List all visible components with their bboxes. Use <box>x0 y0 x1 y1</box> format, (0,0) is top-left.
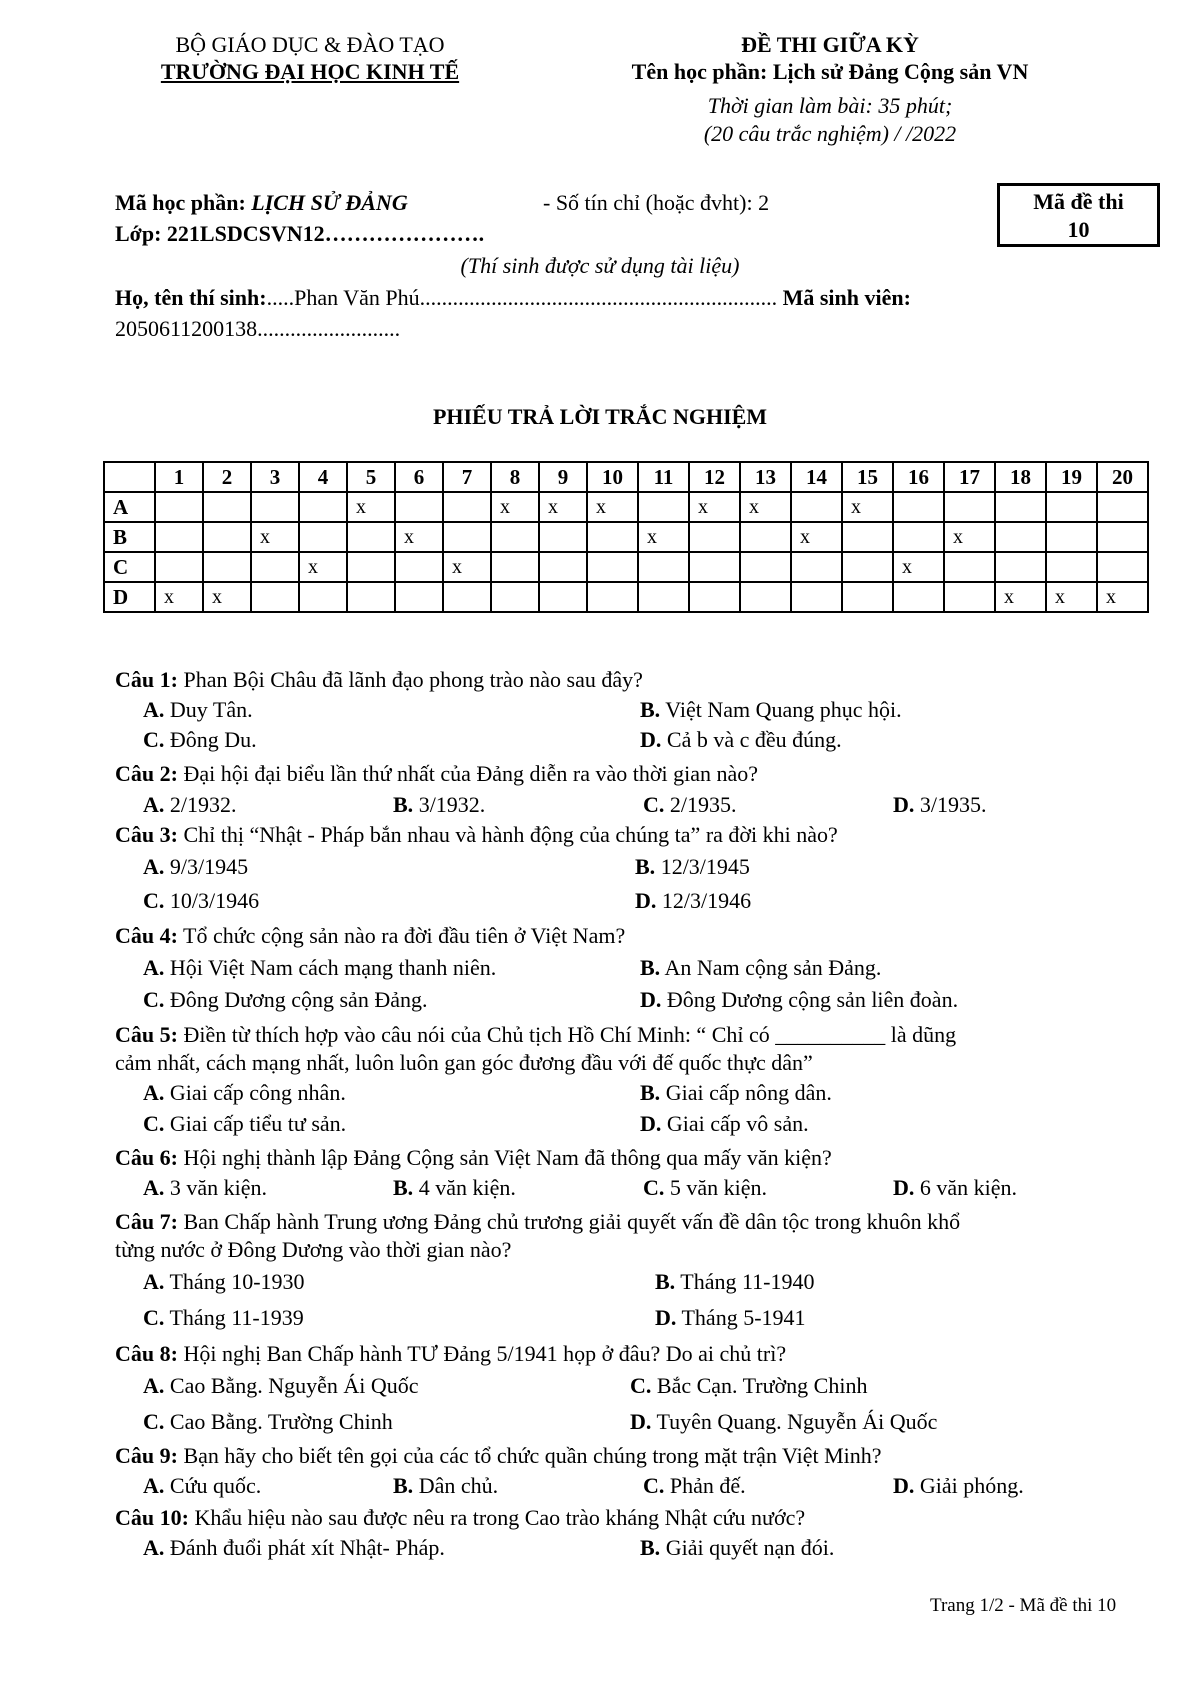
answer-option <box>643 1473 746 1499</box>
grid-column-header: 7 <box>443 462 491 492</box>
answer-option <box>640 697 902 723</box>
question-text: Chỉ thị “Nhật - Pháp bắn nhau và hành động của chúng ta” ra đời khi nào? <box>177 822 838 847</box>
question-9 <box>115 1443 882 1469</box>
grid-row <box>104 522 1148 552</box>
grid-column-header: 2 <box>203 462 251 492</box>
option-letter: A. <box>143 697 165 722</box>
grid-cell <box>539 582 587 612</box>
option-text: Tháng 11-1940 <box>675 1269 815 1294</box>
question-number: Câu 7: <box>115 1209 178 1234</box>
grid-column-header: 1 <box>155 462 203 492</box>
grid-cell <box>689 522 740 552</box>
grid-column-header: 16 <box>893 462 944 492</box>
course-code-line <box>115 189 408 216</box>
answer-option <box>640 727 842 753</box>
grid-cell: x <box>689 492 740 522</box>
option-letter: D. <box>640 727 662 752</box>
grid-cell <box>740 582 791 612</box>
option-text: Việt Nam Quang phục hội. <box>660 697 902 722</box>
answer-sheet-title: PHIẾU TRẢ LỜI TRẮC NGHIỆM <box>432 404 768 429</box>
question-6 <box>115 1145 832 1171</box>
option-letter: B. <box>640 697 661 722</box>
question-number: Câu 5: <box>115 1022 178 1047</box>
grid-cell: x <box>395 522 443 552</box>
option-text: Đánh đuổi phát xít Nhật- Pháp. <box>164 1535 445 1560</box>
student-name-label: Họ, tên thí sinh: <box>115 285 267 310</box>
option-text: 6 văn kiện. <box>914 1175 1018 1200</box>
grid-cell <box>740 552 791 582</box>
question-text-continued: từng nước ở Đông Dương vào thời gian nào? <box>115 1237 512 1262</box>
answer-option <box>393 1175 516 1201</box>
grid-row <box>104 582 1148 612</box>
answer-option <box>143 1409 393 1435</box>
option-letter: C. <box>643 1473 665 1498</box>
option-letter: D. <box>893 792 915 817</box>
grid-cell <box>689 582 740 612</box>
option-text: Hội Việt Nam cách mạng thanh niên. <box>164 955 497 980</box>
answer-option <box>640 1535 834 1561</box>
option-text: Tháng 5-1941 <box>676 1305 806 1330</box>
grid-cell <box>842 522 893 552</box>
grid-column-header: 5 <box>347 462 395 492</box>
answer-option <box>630 1373 867 1399</box>
answer-option <box>393 792 485 818</box>
question-5 <box>115 1022 956 1048</box>
option-letter: C. <box>643 792 665 817</box>
grid-cell: x <box>1046 582 1097 612</box>
grid-cell <box>299 522 347 552</box>
answer-option <box>655 1305 806 1331</box>
grid-column-header: 3 <box>251 462 299 492</box>
option-text: An Nam cộng sản Đảng. <box>660 955 882 980</box>
time-limit: Thời gian làm bài: 35 phút; <box>707 93 953 118</box>
answer-option <box>635 888 751 914</box>
grid-cell <box>995 492 1046 522</box>
grid-cell: x <box>740 492 791 522</box>
grid-column-header: 17 <box>944 462 995 492</box>
answer-option <box>143 1111 346 1137</box>
grid-cell <box>638 492 689 522</box>
option-letter: D. <box>630 1409 652 1434</box>
option-letter: A. <box>143 1080 165 1105</box>
credits: - Số tín chỉ (hoặc đvht): 2 <box>543 190 770 215</box>
grid-column-header: 14 <box>791 462 842 492</box>
grid-cell <box>491 582 539 612</box>
grid-cell <box>689 552 740 582</box>
option-text: Giai cấp tiểu tư sản. <box>164 1111 347 1136</box>
option-text: 3/1935. <box>914 792 987 817</box>
question-count: (20 câu trắc nghiệm) / /2022 <box>703 121 957 146</box>
grid-column-header: 6 <box>395 462 443 492</box>
grid-cell <box>893 492 944 522</box>
option-letter: A. <box>143 1473 165 1498</box>
answer-option <box>143 1080 346 1106</box>
grid-cell: x <box>347 492 395 522</box>
answer-option <box>640 1080 832 1106</box>
answer-option <box>893 1175 1017 1201</box>
answer-option <box>143 1269 305 1295</box>
answer-option <box>655 1269 815 1295</box>
question-text: Bạn hãy cho biết tên gọi của các tổ chức quần chúng trong mặt trận Việt Minh? <box>177 1443 882 1468</box>
grid-row-label: C <box>104 552 155 582</box>
option-letter: C. <box>143 1409 165 1434</box>
option-text: Giải phóng. <box>914 1473 1024 1498</box>
answer-grid <box>103 461 1149 613</box>
question-number: Câu 9: <box>115 1443 178 1468</box>
grid-cell: x <box>491 492 539 522</box>
option-text: Cả b và c đều đúng. <box>661 727 842 752</box>
grid-cell <box>842 552 893 582</box>
answer-option <box>143 1473 261 1499</box>
grid-row <box>104 552 1148 582</box>
grid-row <box>104 492 1148 522</box>
grid-row-label: A <box>104 492 155 522</box>
option-text: Duy Tân. <box>164 697 253 722</box>
grid-cell <box>203 492 251 522</box>
answer-option <box>143 792 237 818</box>
grid-cell <box>347 522 395 552</box>
option-text: Bắc Cạn. Trường Chinh <box>651 1373 868 1398</box>
grid-cell <box>791 492 842 522</box>
page-footer: Trang 1/2 - Mã đề thi 10 <box>930 1595 1117 1616</box>
grid-cell <box>539 552 587 582</box>
question-3 <box>115 822 838 848</box>
grid-column-header: 20 <box>1097 462 1148 492</box>
course-name-line: Tên học phần: Lịch sử Đảng Cộng sản VN <box>631 59 1029 84</box>
question-number: Câu 8: <box>115 1341 178 1366</box>
option-text: Cứu quốc. <box>164 1473 262 1498</box>
university-name: TRƯỜNG ĐẠI HỌC KINH TẾ <box>160 59 460 84</box>
question-1 <box>115 667 643 693</box>
grid-column-header: 11 <box>638 462 689 492</box>
grid-cell <box>1046 552 1097 582</box>
answer-option <box>143 955 496 981</box>
grid-cell <box>791 552 842 582</box>
option-letter: B. <box>393 792 414 817</box>
option-text: Giai cấp nông dân. <box>660 1080 832 1105</box>
answer-option <box>143 697 253 723</box>
grid-cell <box>842 582 893 612</box>
grid-row-label: B <box>104 522 155 552</box>
option-letter: A. <box>143 1535 165 1560</box>
option-letter: B. <box>393 1175 414 1200</box>
grid-column-header: 15 <box>842 462 893 492</box>
option-text: Tuyên Quang. Nguyễn Ái Quốc <box>651 1409 938 1434</box>
grid-cell <box>443 492 491 522</box>
option-letter: B. <box>640 1080 661 1105</box>
option-letter: A. <box>143 792 165 817</box>
option-text: Giai cấp vô sản. <box>661 1111 809 1136</box>
option-letter: C. <box>143 888 165 913</box>
option-text: Đông Du. <box>164 727 257 752</box>
grid-cell <box>1046 522 1097 552</box>
answer-option <box>393 1473 498 1499</box>
grid-cell <box>1097 522 1148 552</box>
grid-cell <box>587 522 638 552</box>
option-text: 2/1932. <box>164 792 237 817</box>
question-text: Khẩu hiệu nào sau được nêu ra trong Cao trào kháng Nhật cứu nước? <box>188 1505 806 1530</box>
grid-cell <box>155 522 203 552</box>
answer-option <box>643 1175 767 1201</box>
question-number: Câu 1: <box>115 667 178 692</box>
option-letter: B. <box>640 1535 661 1560</box>
student-name-line <box>115 284 911 311</box>
grid-cell <box>443 582 491 612</box>
exam-title: ĐỀ THI GIỮA KỲ <box>741 32 919 57</box>
grid-column-header: 10 <box>587 462 638 492</box>
grid-cell: x <box>944 522 995 552</box>
class-line: Lớp: 221LSDCSVN12…………………. <box>115 221 485 246</box>
option-text: Dân chủ. <box>413 1473 499 1498</box>
answer-option <box>143 1175 267 1201</box>
grid-column-header: 18 <box>995 462 1046 492</box>
grid-column-header: 8 <box>491 462 539 492</box>
option-text: Đông Dương cộng sản Đảng. <box>164 987 428 1012</box>
grid-cell <box>1046 492 1097 522</box>
question-number: Câu 6: <box>115 1145 178 1170</box>
option-letter: A. <box>143 854 165 879</box>
materials-note: (Thí sinh được sử dụng tài liệu) <box>460 253 740 278</box>
option-letter: A. <box>143 1269 165 1294</box>
option-letter: C. <box>643 1175 665 1200</box>
answer-option <box>630 1409 937 1435</box>
grid-cell: x <box>203 582 251 612</box>
grid-cell: x <box>299 552 347 582</box>
answer-option <box>893 792 987 818</box>
grid-cell: x <box>443 552 491 582</box>
option-text: 12/3/1946 <box>656 888 752 913</box>
option-letter: D. <box>655 1305 677 1330</box>
option-text: 12/3/1945 <box>655 854 750 879</box>
grid-cell <box>155 492 203 522</box>
answer-option <box>640 955 881 981</box>
grid-cell: x <box>155 582 203 612</box>
option-letter: C. <box>143 1305 165 1330</box>
question-text: Phan Bội Châu đã lãnh đạo phong trào nào sau đây? <box>177 667 643 692</box>
question-number: Câu 2: <box>115 761 178 786</box>
answer-option <box>143 1305 304 1331</box>
grid-cell <box>893 522 944 552</box>
option-letter: C. <box>143 987 165 1012</box>
grid-cell <box>638 552 689 582</box>
option-text: 10/3/1946 <box>164 888 260 913</box>
question-10 <box>115 1505 805 1531</box>
grid-cell <box>203 522 251 552</box>
grid-cell <box>995 552 1046 582</box>
student-id-label: Mã sinh viên: <box>782 285 911 310</box>
exam-code-box <box>997 183 1160 247</box>
grid-cell: x <box>1097 582 1148 612</box>
question-2 <box>115 761 758 787</box>
option-text: Giai cấp công nhân. <box>164 1080 346 1105</box>
grid-cell <box>443 522 491 552</box>
ministry-name: BỘ GIÁO DỤC & ĐÀO TẠO <box>175 32 445 57</box>
grid-cell <box>491 522 539 552</box>
question-text: Tổ chức cộng sản nào ra đời đầu tiên ở Việt Nam? <box>177 923 626 948</box>
grid-cell <box>299 492 347 522</box>
answer-option <box>640 1111 809 1137</box>
grid-cell <box>299 582 347 612</box>
question-7 <box>115 1209 960 1235</box>
question-8 <box>115 1341 786 1367</box>
question-text: Đại hội đại biểu lần thứ nhất của Đảng diễn ra vào thời gian nào? <box>177 761 759 786</box>
grid-cell: x <box>893 552 944 582</box>
answer-option <box>893 1473 1024 1499</box>
answer-option <box>143 888 259 914</box>
grid-cell <box>740 522 791 552</box>
answer-option <box>143 1373 419 1399</box>
option-text: 3 văn kiện. <box>164 1175 268 1200</box>
grid-cell <box>347 552 395 582</box>
student-name-value: .....Phan Văn Phú................................................................. <box>266 285 778 310</box>
grid-cell <box>251 582 299 612</box>
option-letter: D. <box>635 888 657 913</box>
grid-column-header: 9 <box>539 462 587 492</box>
question-number: Câu 4: <box>115 923 178 948</box>
grid-column-header: 4 <box>299 462 347 492</box>
option-letter: D. <box>640 1111 662 1136</box>
answer-option <box>640 987 958 1013</box>
option-text: 5 văn kiện. <box>664 1175 768 1200</box>
grid-cell <box>995 522 1046 552</box>
option-text: 3/1932. <box>413 792 486 817</box>
grid-cell: x <box>251 522 299 552</box>
course-code-value: LỊCH SỬ ĐẢNG <box>251 190 408 215</box>
grid-column-header: 19 <box>1046 462 1097 492</box>
question-text: Điền từ thích hợp vào câu nói của Chủ tịch Hồ Chí Minh: “ Chỉ có __________ là dũng <box>177 1022 957 1047</box>
grid-cell <box>791 582 842 612</box>
answer-option <box>635 854 750 880</box>
grid-cell: x <box>587 492 638 522</box>
grid-cell <box>587 552 638 582</box>
grid-cell <box>893 582 944 612</box>
grid-cell <box>347 582 395 612</box>
grid-cell <box>539 522 587 552</box>
grid-cell <box>1097 552 1148 582</box>
option-letter: D. <box>893 1473 915 1498</box>
option-text: Tháng 11-1939 <box>164 1305 304 1330</box>
answer-option <box>143 1535 445 1561</box>
grid-cell <box>944 552 995 582</box>
option-letter: B. <box>655 1269 676 1294</box>
grid-cell <box>944 492 995 522</box>
grid-cell: x <box>995 582 1046 612</box>
option-text: 9/3/1945 <box>164 854 249 879</box>
grid-cell: x <box>539 492 587 522</box>
option-text: Cao Bằng. Trường Chinh <box>164 1409 393 1434</box>
grid-cell <box>251 552 299 582</box>
exam-code-label: Mã đề thi <box>1033 189 1124 214</box>
grid-row-label: D <box>104 582 155 612</box>
option-letter: B. <box>640 955 661 980</box>
question-text: Hội nghị Ban Chấp hành TƯ Đảng 5/1941 họp ở đâu? Do ai chủ trì? <box>177 1341 787 1366</box>
option-text: 2/1935. <box>664 792 737 817</box>
option-letter: D. <box>640 987 662 1012</box>
answer-option <box>143 987 427 1013</box>
option-letter: D. <box>893 1175 915 1200</box>
grid-cell <box>638 582 689 612</box>
option-letter: C. <box>630 1373 652 1398</box>
grid-cell <box>251 492 299 522</box>
answer-option <box>643 792 737 818</box>
option-text: Phản đế. <box>664 1473 746 1498</box>
option-letter: A. <box>143 955 165 980</box>
grid-cell <box>491 552 539 582</box>
option-letter: C. <box>143 727 165 752</box>
grid-cell <box>587 582 638 612</box>
grid-column-header: 13 <box>740 462 791 492</box>
option-letter: A. <box>143 1175 165 1200</box>
grid-cell: x <box>638 522 689 552</box>
grid-cell: x <box>842 492 893 522</box>
grid-cell <box>1097 492 1148 522</box>
option-text: Cao Bằng. Nguyễn Ái Quốc <box>164 1373 419 1398</box>
answer-option <box>143 854 248 880</box>
grid-cell <box>155 552 203 582</box>
grid-cell <box>395 552 443 582</box>
answer-option <box>143 727 257 753</box>
grid-cell: x <box>791 522 842 552</box>
option-letter: C. <box>143 1111 165 1136</box>
question-text: Ban Chấp hành Trung ương Đảng chủ trương giải quyết vấn đề dân tộc trong khuôn khổ <box>177 1209 961 1234</box>
question-4 <box>115 923 625 949</box>
option-text: Đông Dương cộng sản liên đoàn. <box>661 987 959 1012</box>
option-letter: B. <box>393 1473 414 1498</box>
course-code-label: Mã học phần: <box>115 190 252 215</box>
grid-cell <box>203 552 251 582</box>
question-number: Câu 3: <box>115 822 178 847</box>
option-letter: B. <box>635 854 656 879</box>
question-text: Hội nghị thành lập Đảng Cộng sản Việt Nam đã thông qua mấy văn kiện? <box>177 1145 832 1170</box>
grid-cell <box>395 492 443 522</box>
option-letter: A. <box>143 1373 165 1398</box>
exam-code-value: 10 <box>1067 217 1090 242</box>
grid-cell <box>395 582 443 612</box>
option-text: 4 văn kiện. <box>413 1175 516 1200</box>
question-number: Câu 10: <box>115 1505 189 1530</box>
grid-cell <box>944 582 995 612</box>
student-id-value: 2050611200138.......................... <box>115 316 401 341</box>
option-text: Giải quyết nạn đói. <box>660 1535 835 1560</box>
option-text: Tháng 10-1930 <box>164 1269 305 1294</box>
grid-corner <box>104 462 155 492</box>
grid-column-header: 12 <box>689 462 740 492</box>
question-text-continued: cảm nhất, cách mạng nhất, luôn luôn gan góc đương đầu với đế quốc thực dân” <box>115 1050 813 1075</box>
